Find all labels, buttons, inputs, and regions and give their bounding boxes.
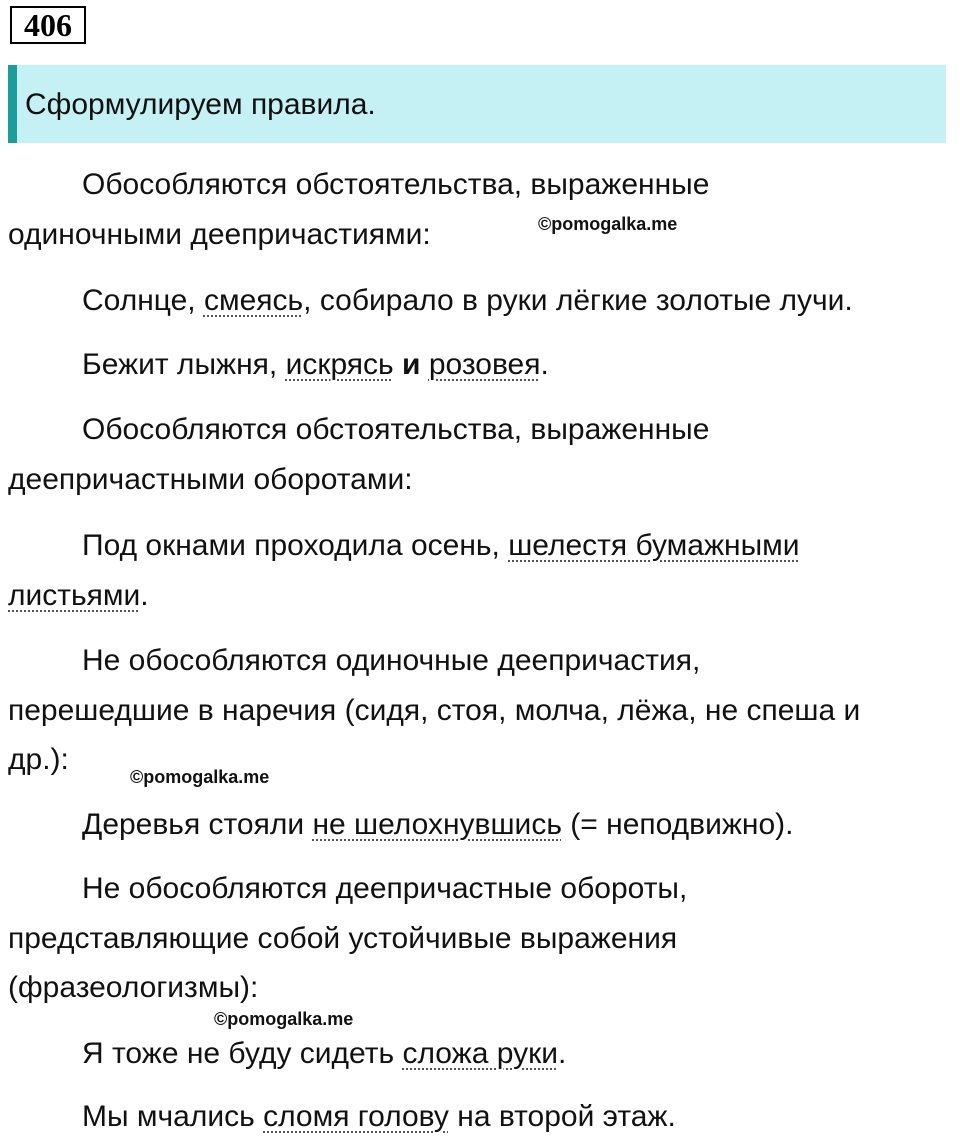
- example5-adverbial: сложа руки: [402, 1037, 558, 1070]
- example1-adverbial: смеясь: [203, 284, 304, 317]
- example1-text-end: , собирало в руки лёгкие золотые лучи.: [303, 284, 853, 317]
- watermark: ©pomogalka.me: [214, 1009, 354, 1029]
- example3-adverbial-part2: листьями: [8, 579, 141, 612]
- example5-text: Я тоже не буду сидеть: [82, 1037, 403, 1070]
- example2-adverbial-1: искрясь: [285, 348, 394, 381]
- example4-text: Деревья стояли: [82, 808, 313, 841]
- banner-accent-bar: [8, 65, 17, 143]
- example2-conjunction: и: [402, 348, 421, 381]
- example1: [82, 281, 853, 321]
- example2-adverbial-2: розовея: [428, 348, 541, 381]
- rule-banner: [8, 65, 946, 143]
- rule3-line2: перешедшие в наречия (сидя, стоя, молча, лёжа, не спеша и: [8, 694, 861, 727]
- example5-text-end: .: [557, 1037, 567, 1070]
- rule4-line3: (фразеологизмы):: [8, 971, 259, 1004]
- watermark: ©pomogalka.me: [538, 214, 678, 234]
- example5: [82, 1034, 566, 1074]
- example3-adverbial-part1: шелестя бумажными: [508, 529, 800, 562]
- example2: [82, 345, 549, 385]
- rule4-line2: представляющие собой устойчивые выражения: [8, 922, 678, 955]
- rule2-line2: деепричастными оборотами:: [8, 463, 413, 496]
- example4-adverbial: не шелохнувшись: [312, 808, 562, 841]
- example3-line1: [82, 526, 800, 566]
- rule1-line1: Обособляются обстоятельства, выраженные: [82, 168, 710, 201]
- example2-text: Бежит лыжня,: [82, 348, 286, 381]
- banner-title: Сформулируем правила.: [25, 88, 376, 121]
- rule3-line3: др.):: [8, 743, 69, 776]
- example3-text: Под окнами проходила осень,: [82, 529, 509, 562]
- example2-text-end: .: [540, 348, 549, 381]
- example3-text-end: .: [140, 579, 149, 612]
- task-number: 406: [10, 6, 86, 44]
- rule1-line2: одиночными деепричастиями:: [8, 218, 431, 251]
- example4-text-end: (= неподвижно).: [561, 808, 794, 841]
- example3-line2: [8, 576, 149, 616]
- watermark: ©pomogalka.me: [130, 767, 270, 787]
- rule2-line1: Обособляются обстоятельства, выраженные: [82, 413, 710, 446]
- example6: [82, 1097, 676, 1137]
- example6-text: Мы мчались: [82, 1100, 264, 1133]
- example1-text: Солнце,: [82, 284, 204, 317]
- rule3-line1: Не обособляются одиночные деепричастия,: [82, 644, 701, 677]
- example6-text-end: на второй этаж.: [448, 1100, 676, 1133]
- rule4-line1: Не обособляются деепричастные обороты,: [82, 872, 688, 905]
- example4: [82, 805, 794, 845]
- example6-adverbial: сломя голову: [263, 1100, 449, 1133]
